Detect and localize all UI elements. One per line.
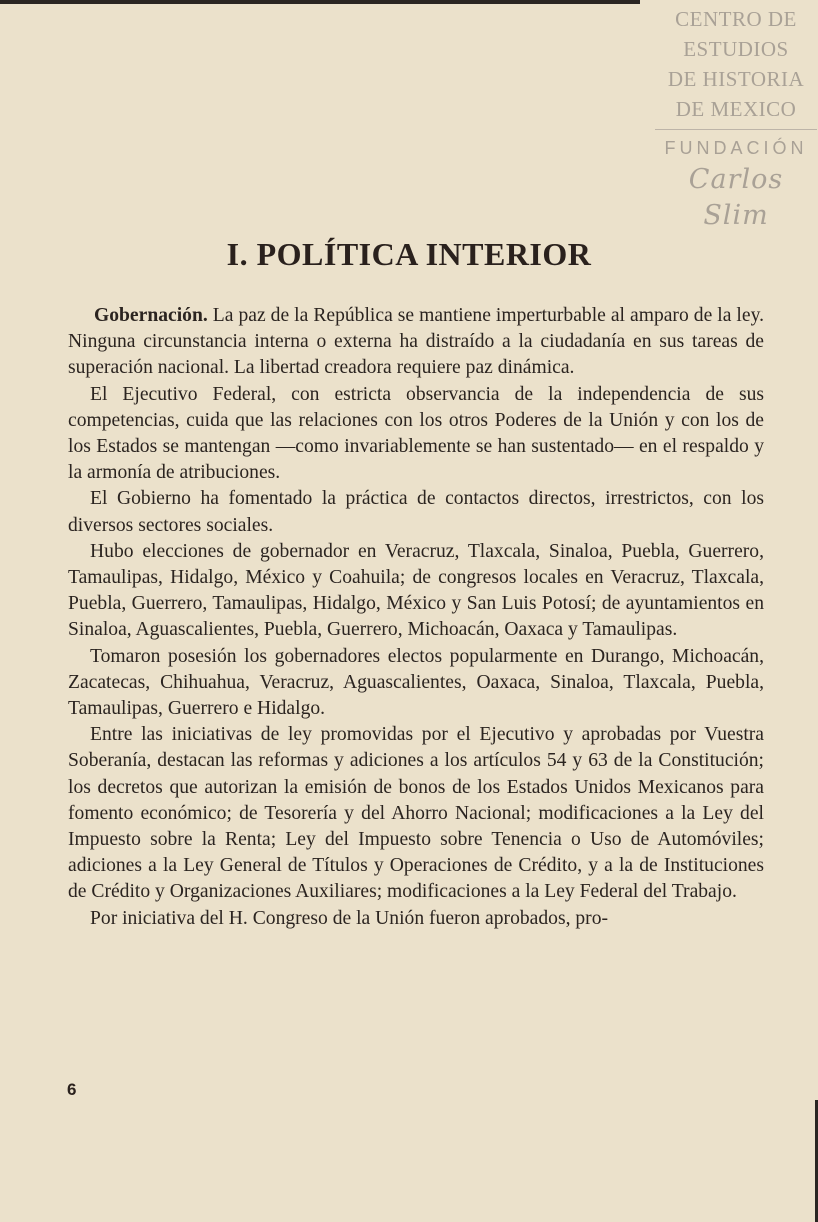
paragraph-lead: Gobernación. xyxy=(94,305,208,326)
paragraph: El Gobierno ha fomentado la práctica de contactos directos, irrestrictos, con los diversos sectores sociales. xyxy=(68,488,764,536)
page-number: 6 xyxy=(67,1080,77,1099)
section-heading: I. POLÍTICA INTERIOR xyxy=(226,236,592,272)
watermark-line-1: CENTRO DE xyxy=(675,7,797,31)
archive-watermark xyxy=(655,4,817,234)
watermark-signature: Carlos Slim xyxy=(688,164,784,231)
watermark-line-4: DE MEXICO xyxy=(675,97,797,121)
watermark-foundation: FUNDACIÓN xyxy=(664,138,808,158)
paragraph: El Ejecutivo Federal, con estricta observancia de la independencia de sus competencias, cuida que las relaciones con los otros Poderes de la Unión y con los de los Estados se mantengan —como invariablemente se han sustentado— en el respaldo y la armonía de atribuciones. xyxy=(68,383,764,484)
paragraph xyxy=(68,303,764,382)
watermark-line-3: DE HISTORIA xyxy=(667,67,805,91)
body-text xyxy=(68,303,764,932)
watermark-divider xyxy=(655,129,817,130)
paragraph: Tomaron posesión los gobernadores electos popularmente en Durango, Michoacán, Zacatecas, Chihuahua, Veracruz, Aguascalientes, Oaxaca, Sinaloa, Tlaxcala, Puebla, Tamaulipas, Guerrero e Hidalgo. xyxy=(68,645,764,720)
paragraph: Entre las iniciativas de ley promovidas por el Ejecutivo y aprobadas por Vuestra Soberanía, destacan las reformas y adiciones a los artículos 54 y 63 de la Constitución; los decretos que autorizan la emisión de bonos de los Estados Unidos Mexicanos para fomento económico; de Tesorería y del Ahorro Nacional; modificaciones a la Ley del Impuesto sobre la Renta; Ley del Impuesto sobre Tenencia o Uso de Automóviles; adiciones a la Ley General de Títulos y Operaciones de Crédito, y a la de Instituciones de Crédito y Organizaciones Auxiliares; modificaciones a la Ley Federal del Trabajo. xyxy=(68,724,764,903)
top-scan-edge xyxy=(0,0,640,4)
watermark-line-2: ESTUDIOS xyxy=(683,37,789,61)
paragraph: Por iniciativa del H. Congreso de la Unión fueron aprobados, pro- xyxy=(90,907,609,929)
paragraph: Hubo elecciones de gobernador en Veracruz, Tlaxcala, Sinaloa, Puebla, Guerrero, Tamaulipas, Hidalgo, México y Coahuila; de congresos locales en Veracruz, Tlaxcala, Puebla, Guerrero, Tamaulipas, Hidalgo, México y San Luis Potosí; de ayuntamientos en Sinaloa, Aguascalientes, Puebla, Guerrero, Michoacán, Oaxaca y Tamaulipas. xyxy=(68,540,764,641)
paragraph-text: La paz de la República se mantiene imperturbable al amparo de la ley. Ninguna circunstancia interna o externa ha distraído a la ciudadanía en sus tareas de superación nacional. La libertad creadora requiere paz dinámica. xyxy=(68,305,764,379)
